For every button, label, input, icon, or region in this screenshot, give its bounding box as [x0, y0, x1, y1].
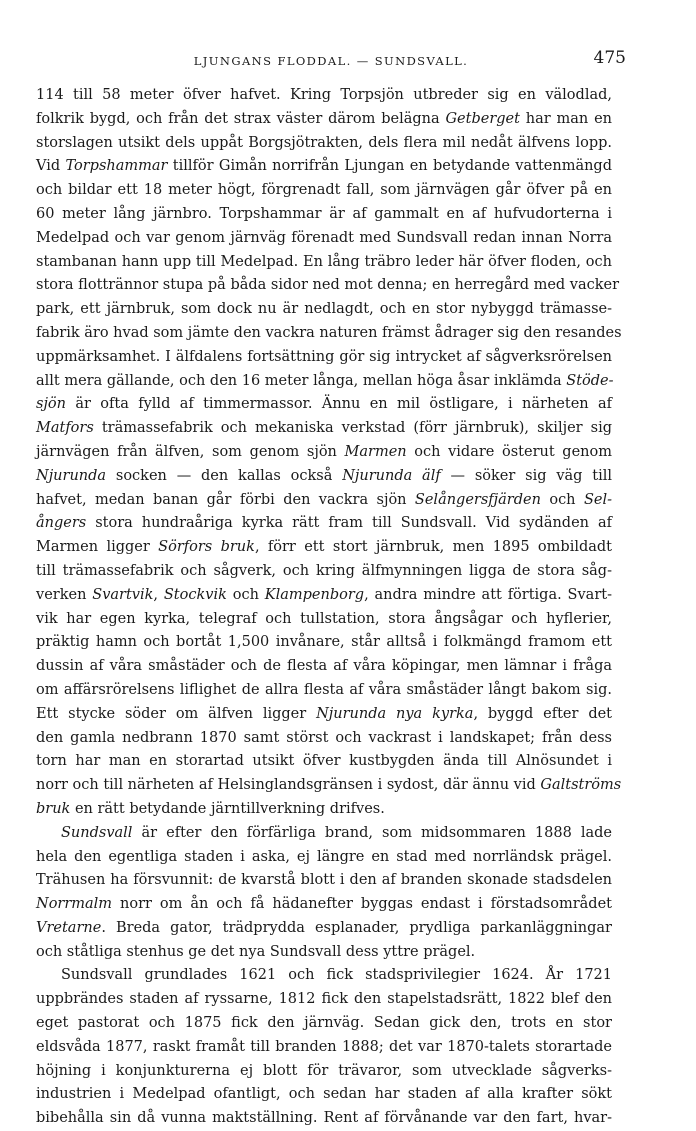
- text-segment: är ofta fylld af timmermassor. Ännu en mil östligare, i närheten af: [66, 396, 612, 413]
- text-segment: och: [226, 586, 265, 603]
- text-segment: hela den egentliga staden i aska, ej längre en stad med norrländsk prägel.: [36, 848, 612, 865]
- text-segment: Sundsvall grundlades 1621 och fick stadsprivilegier 1624. År 1721: [61, 967, 612, 984]
- text-line: [36, 869, 612, 893]
- text-line: [36, 322, 622, 346]
- text-line: [36, 1083, 612, 1107]
- text-segment: stora hundraåriga kyrka rätt fram till Sundsvall. Vid sydänden af: [86, 515, 612, 532]
- text-line: [36, 750, 612, 774]
- text-line: [36, 441, 612, 465]
- italic-text: Njurunda älf: [342, 467, 441, 484]
- text-line: [36, 822, 612, 846]
- text-line: [36, 393, 612, 417]
- text-segment: industrien i Medelpad ofantligt, och sedan har staden af alla krafter sökt: [36, 1086, 612, 1103]
- text-segment: har man en: [519, 110, 612, 127]
- text-segment: 114 till 58 meter öfver hafvet. Kring Torpsjön utbreder sig en välodlad,: [36, 87, 612, 103]
- text-segment: uppbrändes staden af ryssarne, 1812 fick den stapelstadsrätt, 1822 blef den: [36, 991, 612, 1008]
- italic-text: Klampenborg: [264, 586, 365, 603]
- body-text: [36, 84, 622, 1131]
- text-segment: höjning i konjunkturerna ej blott för trävaror, som utvecklade sågverks-: [36, 1062, 612, 1079]
- italic-text: Sörfors bruk: [158, 539, 255, 556]
- text-segment: Vid: [36, 158, 66, 175]
- text-segment: torn har man en storartad utsikt öfver kustbygden ända till Alnösundet i: [36, 753, 612, 770]
- text-line: [36, 465, 612, 489]
- text-line: [36, 1036, 612, 1060]
- text-segment: 60 meter lång järnbro. Torpshammar är af gammalt en af hufvudorterna i: [36, 205, 612, 222]
- text-segment: , förr ett stort järnbruk, men 1895 ombildadt: [254, 539, 613, 556]
- running-head: LJUNGANS FLODDAL. — SUNDSVALL.: [193, 54, 469, 68]
- italic-text: sjön: [36, 396, 67, 413]
- italic-text: ångers: [36, 515, 87, 532]
- italic-text: Getberget: [445, 110, 520, 127]
- text-line: [36, 274, 620, 298]
- text-line: [36, 1012, 612, 1036]
- text-line: [36, 655, 612, 679]
- italic-text: Vretarne: [36, 919, 102, 936]
- text-segment: eget pastorat och 1875 fick den järnväg. Sedan gick den, trots en stor: [36, 1015, 612, 1032]
- text-segment: bibehålla sin då vunna maktställning. Rent af förvånande var den fart, hvar-: [36, 1110, 612, 1127]
- text-segment: den gamla nedbrann 1870 samt störst och vackrast i landskapet; från dess: [36, 729, 612, 746]
- text-line: [36, 203, 612, 227]
- text-line: [36, 179, 612, 203]
- text-segment: dussin af våra småstäder och de flesta af våra köpingar, men lämnar i fråga: [36, 658, 612, 675]
- text-segment: järnvägen från älfven, som genom sjön: [36, 443, 345, 460]
- page-number: 475: [593, 48, 626, 68]
- text-line: [36, 798, 612, 822]
- italic-text: Njurunda: [36, 467, 107, 484]
- italic-text: Matfors: [36, 420, 94, 437]
- text-segment: och: [540, 491, 584, 508]
- text-segment: storslagen utsikt dels uppåt Borgsjötrakten, dels flera mil nedåt älfvens lopp.: [36, 134, 612, 151]
- italic-text: Torpshammar: [65, 158, 168, 175]
- text-segment: stora flottrännor stupa på båda sidor ned mot denna; en herregård med vacker: [36, 277, 620, 294]
- text-line: [36, 132, 612, 156]
- text-segment: verken: [36, 586, 93, 603]
- text-line: [36, 1107, 612, 1131]
- text-line: [36, 727, 612, 751]
- text-segment: — söker sig väg till: [440, 467, 612, 484]
- text-segment: Trähusen ha försvunnit: de kvarstå blott i den af branden skonade stadsdelen: [36, 872, 612, 889]
- italic-text: Sundsvall: [61, 824, 133, 841]
- text-line: [36, 988, 612, 1012]
- text-segment: präktig hamn och bortåt 1,500 invånare, står alltså i folkmängd framom ett: [36, 634, 612, 651]
- text-line: [36, 251, 612, 275]
- text-segment: eldsvåda 1877, raskt framåt till branden 1888; det var 1870-talets storartade: [36, 1038, 612, 1055]
- text-line: [36, 608, 612, 632]
- text-line: [36, 489, 612, 513]
- text-segment: , andra mindre att förtiga. Svart-: [364, 586, 612, 603]
- italic-text: Stockvik: [163, 586, 227, 603]
- text-segment: . Breda gator, trädprydda esplanader, prydliga parkanläggningar: [101, 919, 612, 936]
- text-line: [36, 917, 612, 941]
- italic-text: Selångersfjärden: [414, 491, 541, 508]
- italic-text: Marmen: [344, 443, 407, 460]
- italic-text: bruk: [36, 800, 71, 817]
- text-line: [36, 346, 612, 370]
- text-line: [36, 560, 612, 584]
- text-line: [36, 155, 612, 179]
- text-segment: och ståtliga stenhus ge det nya Sundsvall dess yttre prägel.: [36, 943, 476, 960]
- text-line: [36, 846, 612, 870]
- text-segment: Ett stycke söder om älfven ligger: [36, 705, 317, 722]
- text-segment: hafvet, medan banan går förbi den vackra sjön: [36, 491, 415, 508]
- text-line: [36, 631, 612, 655]
- text-segment: norr om ån och få hädanefter byggas endast i förstadsområdet: [112, 896, 612, 913]
- text-segment: socken — den kallas också: [106, 467, 343, 484]
- italic-text: Njurunda nya kyrka: [316, 705, 474, 722]
- text-line: [36, 417, 612, 441]
- text-segment: fabrik äro hvad som jämte den vackra naturen främst ådrager sig den resandes: [36, 324, 622, 341]
- text-segment: , byggd efter det: [473, 705, 613, 722]
- text-line: [36, 512, 612, 536]
- text-line: [36, 964, 612, 988]
- italic-text: Svartvik: [92, 586, 154, 603]
- text-line: [36, 893, 612, 917]
- text-segment: allt mera gällande, och den 16 meter långa, mellan höga åsar inklämda: [36, 372, 567, 389]
- italic-text: Stöde-: [566, 372, 614, 389]
- text-line: [36, 108, 612, 132]
- text-segment: ,: [153, 586, 164, 603]
- italic-text: Sel-: [583, 491, 612, 508]
- text-line: [36, 227, 612, 251]
- text-segment: uppmärksamhet. I älfdalens fortsättning gör sig intrycket af sågverksrörelsen: [36, 348, 612, 365]
- text-segment: Marmen ligger: [36, 539, 159, 556]
- text-segment: om affärsrörelsens liflighet de allra flesta af våra småstäder långt bakom sig.: [36, 681, 612, 698]
- italic-text: Galtströms: [540, 777, 622, 794]
- text-segment: folkrik bygd, och från det strax väster därom belägna: [36, 110, 446, 127]
- text-segment: park, ett järnbruk, som dock nu är nedlagdt, och en stor nybyggd trämasse-: [36, 301, 612, 318]
- text-line: [36, 941, 612, 965]
- italic-text: Norrmalm: [36, 896, 113, 913]
- text-line: [36, 536, 612, 560]
- text-segment: tillför Gimån norrifrån Ljungan en betydande vattenmängd: [167, 158, 612, 175]
- text-line: [36, 1060, 612, 1084]
- text-line: [36, 370, 612, 394]
- text-line: [36, 584, 612, 608]
- text-segment: vik har egen kyrka, telegraf och tullstation, stora ångsågar och hyflerier,: [36, 610, 612, 627]
- text-segment: en rätt betydande järntillverkning drifves.: [70, 800, 385, 817]
- text-line: [36, 84, 612, 108]
- page-header: [36, 48, 626, 72]
- text-line: [36, 298, 612, 322]
- text-segment: norr och till närheten af Helsinglandsgränsen i sydost, där ännu vid: [36, 777, 541, 794]
- text-line: [36, 774, 622, 798]
- text-line: [36, 703, 612, 727]
- text-segment: Medelpad och var genom järnväg förenadt med Sundsvall redan innan Norra: [36, 229, 612, 246]
- text-segment: trämassefabrik och mekaniska verkstad (förr järnbruk), skiljer sig: [93, 420, 612, 437]
- text-line: [36, 679, 612, 703]
- text-segment: till trämassefabrik och sågverk, och kring älfmynningen ligga de stora såg-: [36, 562, 612, 579]
- text-segment: stambanan hann upp till Medelpad. En lång träbro leder här öfver floden, och: [36, 253, 612, 270]
- text-segment: är efter den förfärliga brand, som midsommaren 1888 lade: [132, 824, 612, 841]
- text-segment: och vidare österut genom: [406, 443, 612, 460]
- text-segment: och bildar ett 18 meter högt, förgrenadt fall, som järnvägen går öfver på en: [36, 182, 612, 199]
